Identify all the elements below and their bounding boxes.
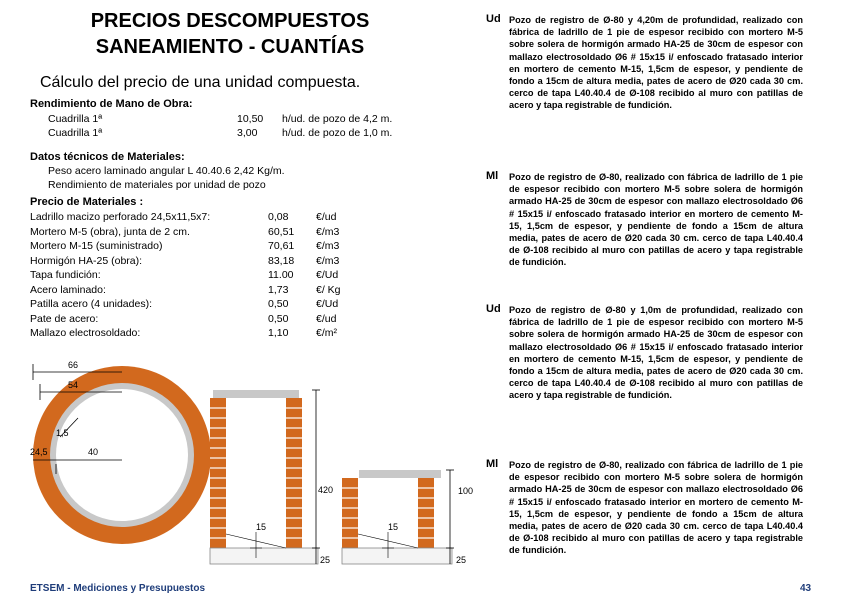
precio-unit: €/ud (316, 312, 337, 325)
dim-66: 66 (68, 360, 79, 370)
short-slab (342, 548, 452, 564)
datos-heading: Datos técnicos de Materiales: (30, 151, 185, 163)
dim-100: 100 (458, 486, 474, 496)
footer-left: ETSEM - Mediciones y Presupuestos (30, 583, 206, 594)
precio-row (30, 226, 360, 241)
precio-unit: €/Ud (316, 269, 339, 281)
precios-heading: Precio de Materiales : (30, 196, 144, 208)
rendimiento-row (48, 113, 102, 127)
title-line-1: PRECIOS DESCOMPUESTOS (90, 10, 370, 32)
rendimiento-row (48, 127, 102, 141)
dim-24-5: 24,5 (30, 447, 48, 457)
dim-54: 54 (68, 380, 79, 390)
title-line-2: SANEAMIENTO - CUANTÍAS (95, 36, 365, 58)
precio-label: Acero laminado: (30, 283, 106, 296)
datos-line-2: Rendimiento de materiales por unidad de pozo (48, 179, 266, 191)
short-cover (359, 470, 441, 478)
item-text: Pozo de registro de Ø-80 y 4,20m de profundidad, realizado con fábrica de ladrillo de 1 pie de espesor recibido con mortero M-5 sobre solera de hormigón armado HA-25 de 30cm de espesor con mallazo electrosoldado Ø6 # 15x15 i/ enfoscado fratasado interior en mortero de cemento M-15, 1,5cm de espesor, y pendiente de fondo a 15cm de altura media, pates de acero de Ø20 cada 30 cm. cerco de tapa L40.40.4 de Ø-108 recibido al muro con patillas de acero y tapa registrable de fundición. (509, 15, 803, 111)
precio-row (30, 327, 360, 342)
precio-label: Mallazo electrosoldado: (30, 327, 141, 339)
item-text: Pozo de registro de Ø-80 y 1,0m de profundidad, realizado con fábrica de ladrillo de 1 pie de espesor recibido con mortero M-5 sobre solera de hormigón armado HA-25 de 30cm de espesor con mallazo electrosoldado Ø6 # 15x15 i/ enfoscado fratasado interior en mortero de cemento M-15, 1,5cm de espesor, y pendiente de fondo a 15cm de altura media, pates de acero de Ø20 cada 30 cm. cerco de tapa L40.40.4 de Ø-108 recibido al muro con patillas de acero y tapa registrable de fundición. (509, 305, 803, 401)
datos-line-1: Peso acero laminado angular L 40.40.6 2,42 Kg/m. (48, 165, 285, 177)
item-tag: Ud (486, 13, 501, 25)
precio-label: Mortero M-5 (obra), junta de 2 cm. (30, 225, 190, 238)
precio-label: Hormigón HA-25 (obra): (30, 254, 143, 267)
row-unit: h/ud. de pozo de 4,2 m. (282, 113, 393, 125)
precio-row (30, 240, 360, 255)
precio-row (30, 298, 360, 313)
precio-unit: €/ud (316, 211, 337, 223)
tall-wall-left (210, 398, 226, 548)
page-number: 43 (800, 583, 812, 594)
tall-slab (210, 548, 318, 564)
item-tag: Ml (486, 170, 499, 182)
page-title (30, 8, 430, 60)
dim-40: 40 (88, 447, 99, 457)
page-subtitle: Cálculo del precio de una unidad compuesta. (40, 74, 361, 91)
precio-label: Patilla acero (4 unidades): (30, 298, 152, 310)
precio-value: 60,51 (268, 225, 295, 238)
precios-list (30, 211, 360, 342)
precio-row (30, 255, 360, 270)
precio-value: 83,18 (268, 254, 295, 267)
item-tag: Ml (486, 458, 499, 470)
dim-25-short: 25 (456, 555, 467, 565)
precio-value: 0,08 (268, 211, 289, 223)
precio-value: 0,50 (268, 312, 289, 325)
precio-row (30, 269, 360, 284)
item-text: Pozo de registro de Ø-80, realizado con fábrica de ladrillo de 1 pie de espesor recibido con mortero M-5 sobre solera de hormigón armado HA-25 de 30cm de espesor con mallazo electrosoldado Ø6 # 15x15 i/ enfoscado fratasado interior en mortero de cemento M-15, 1,5cm de espesor, y pendiente de fondo a 15cm de altura media, pates de acero de Ø20 cada 30 cm. cerco de tapa L40.40.4 de Ø-108 recibido al muro con patillas de acero y tapa registrable de fundición. (509, 172, 803, 268)
tall-wall-right (286, 398, 302, 548)
precio-unit: €/m3 (316, 240, 340, 252)
precio-value: 70,61 (268, 240, 295, 252)
dim-420: 420 (318, 485, 334, 495)
dim-15-tall: 15 (256, 522, 267, 532)
precio-value: 1,73 (268, 283, 289, 296)
precio-label: Pate de acero: (30, 312, 99, 325)
precio-row (30, 313, 360, 328)
precio-value: 0,50 (268, 298, 289, 310)
precio-row (30, 284, 360, 299)
dim-15-short: 15 (388, 522, 399, 532)
row-label: Cuadrilla 1ª (48, 113, 103, 125)
item-text: Pozo de registro de Ø-80, realizado con fábrica de ladrillo de 1 pie de espesor recibido con mortero M-5 sobre solera de hormigón armado HA-25 de 30cm de espesor con mallazo electrosoldado Ø6 # 15x15 i/ enfoscado fratasado interior en mortero de cemento M-15, 1,5cm de espesor, y pendiente de fondo a 15cm de altura media, pates de acero de Ø20 cada 30 cm. cerco de tapa L40.40.4 de Ø-108 recibido al muro con patillas de acero y tapa registrable de fundición. (509, 460, 803, 556)
row-unit: h/ud. de pozo de 1,0 m. (282, 127, 393, 139)
precio-label: Mortero M-15 (suministrado) (30, 240, 163, 252)
precio-value: 1,10 (268, 327, 289, 339)
tall-cover (213, 390, 299, 398)
precio-label: Ladrillo macizo perforado 24,5x11,5x7: (30, 211, 211, 223)
rendimiento-heading: Rendimiento de Mano de Obra: (30, 98, 193, 110)
precio-unit: €/m3 (316, 254, 340, 267)
precio-unit: €/m3 (316, 225, 340, 238)
row-value: 10,50 (237, 113, 264, 125)
precio-value: 11.00 (268, 269, 294, 281)
precio-unit: €/Ud (316, 298, 339, 310)
precio-row (30, 211, 360, 226)
row-label: Cuadrilla 1ª (48, 127, 103, 139)
row-value: 3,00 (237, 127, 258, 139)
pozo-drawing (20, 352, 480, 574)
dim-25-tall: 25 (320, 555, 331, 565)
item-tag: Ud (486, 303, 501, 315)
dim-1-5: 1,5 (56, 428, 69, 438)
precio-label: Tapa fundición: (30, 269, 101, 281)
precio-unit: €/ Kg (316, 283, 341, 296)
inner-circle (56, 389, 188, 521)
precio-unit: €/m² (316, 327, 337, 339)
